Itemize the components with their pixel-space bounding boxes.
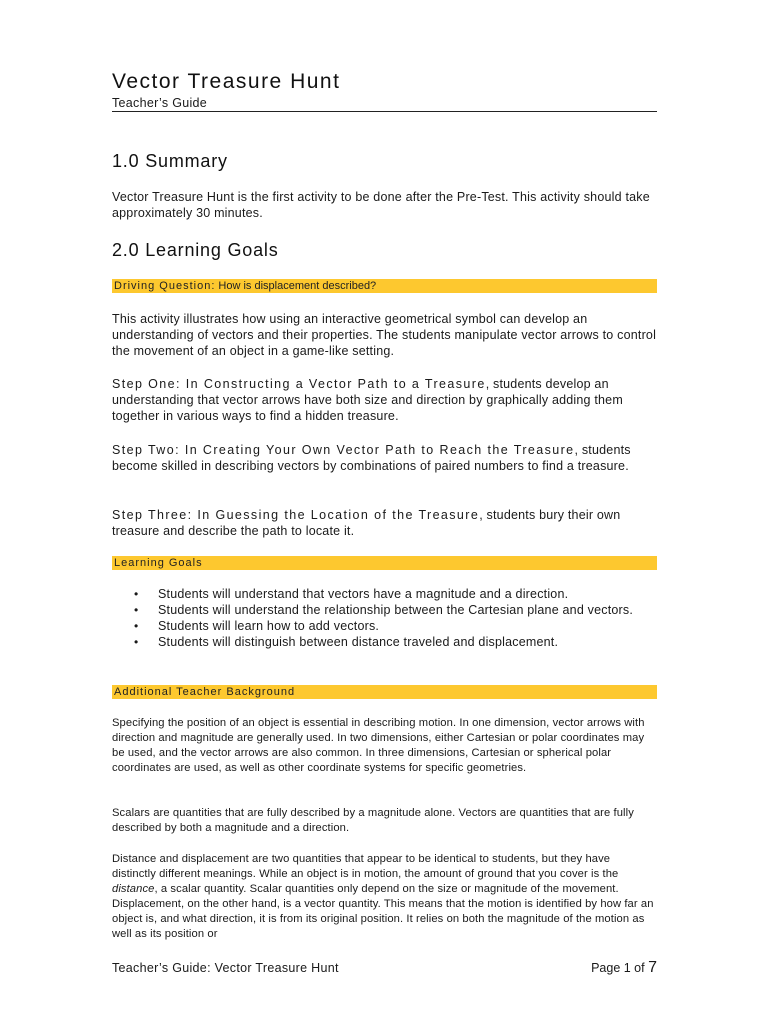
- footer-title: Teacher’s Guide: Vector Treasure Hunt: [112, 961, 339, 975]
- step-one-text: , students develop an understanding that vector arrows have both size and direction by graphically adding them together in various ways to find a hidden treasure.: [112, 377, 623, 423]
- activity-intro: This activity illustrates how using an interactive geometrical symbol can develop an understanding of vectors and their properties. The students manipulate vector arrows to control the movement of an object in a game-like setting.: [112, 312, 657, 358]
- learning-goals-bar-label: Learning Goals: [114, 557, 203, 569]
- teacher-background-bar-label: Additional Teacher Background: [114, 686, 296, 698]
- list-item-text: Students will distinguish between distance traveled and displacement.: [158, 635, 559, 649]
- learning-goals-heading: 2.0 Learning Goals: [112, 240, 279, 260]
- page-total: 7: [648, 959, 657, 976]
- document-title: Vector Treasure Hunt: [112, 70, 341, 93]
- page-number-prefix: Page 1 of: [591, 961, 649, 975]
- step-three: [112, 507, 657, 539]
- step-two-text: , students become skilled in describing vectors by combinations of paired numbers to find a treasure.: [112, 443, 631, 473]
- summary-text: Vector Treasure Hunt is the first activity to be done after the Pre-Test. This activity should take approximately 30 minutes.: [112, 190, 650, 220]
- list-item-text: Students will learn how to add vectors.: [158, 619, 380, 633]
- step-three-text: , students bury their own treasure and describe the path to locate it.: [112, 508, 621, 538]
- list-item: [112, 618, 657, 634]
- step-two: [112, 442, 657, 474]
- summary-heading: 1.0 Summary: [112, 151, 228, 171]
- document-subtitle: Teacher’s Guide: [112, 96, 208, 110]
- background-paragraph-2: Scalars are quantities that are fully described by a magnitude alone. Vectors are quantities that are fully described by both a magnitude and a direction.: [112, 807, 634, 834]
- bullet-icon: •: [134, 619, 139, 633]
- list-item-text: Students will understand the relationship between the Cartesian plane and vectors.: [158, 603, 634, 617]
- driving-question-bar: [112, 279, 657, 293]
- driving-question-label: Driving Question:: [114, 280, 216, 292]
- bullet-icon: •: [134, 603, 139, 617]
- background-paragraph-1: Specifying the position of an object is essential in describing motion. In one dimension, vector arrows with direction and magnitude are generally used. In two dimensions, either Cartesian or polar coordinates may be used, and the vector arrows are also common. In three dimensions, Cartesian or spherical polar coordinates are used, as well as other coordinate systems for specific geometries.: [112, 717, 645, 774]
- background-p3-start: Distance and displacement are two quantities that appear to be identical to students, but they have distinctly different meanings. While an object is in motion, the amount of ground that you cover is the: [112, 853, 619, 880]
- background-paragraph-3: [112, 852, 657, 942]
- step-two-label: Step Two: In Creating Your Own Vector Path to Reach the Treasure: [112, 443, 575, 457]
- document-page: [112, 0, 657, 1024]
- list-item: [112, 602, 657, 618]
- background-p3-end: , a scalar quantity. Scalar quantities only depend on the size or magnitude of the movement. Displacement, on the other hand, is a vector quantity. This means that the motion is identified by how far an object is, and what direction, it is from its original position. It relies on both the magnitude of the motion as well as its position or: [112, 883, 654, 940]
- bullet-icon: •: [134, 635, 139, 649]
- list-item: [112, 634, 657, 650]
- step-one: [112, 376, 657, 424]
- title-divider: [112, 111, 657, 112]
- list-item: [112, 586, 657, 602]
- list-item-text: Students will understand that vectors have a magnitude and a direction.: [158, 587, 569, 601]
- learning-goals-bar: [112, 556, 657, 570]
- page-number: [591, 959, 657, 977]
- teacher-background-bar: [112, 685, 657, 699]
- step-one-label: Step One: In Constructing a Vector Path to a Treasure: [112, 377, 486, 391]
- distance-term: distance: [112, 883, 155, 895]
- step-three-label: Step Three: In Guessing the Location of the Treasure: [112, 508, 480, 522]
- driving-question-text: How is displacement described?: [215, 280, 377, 292]
- learning-goals-list: [112, 586, 657, 650]
- bullet-icon: •: [134, 587, 139, 601]
